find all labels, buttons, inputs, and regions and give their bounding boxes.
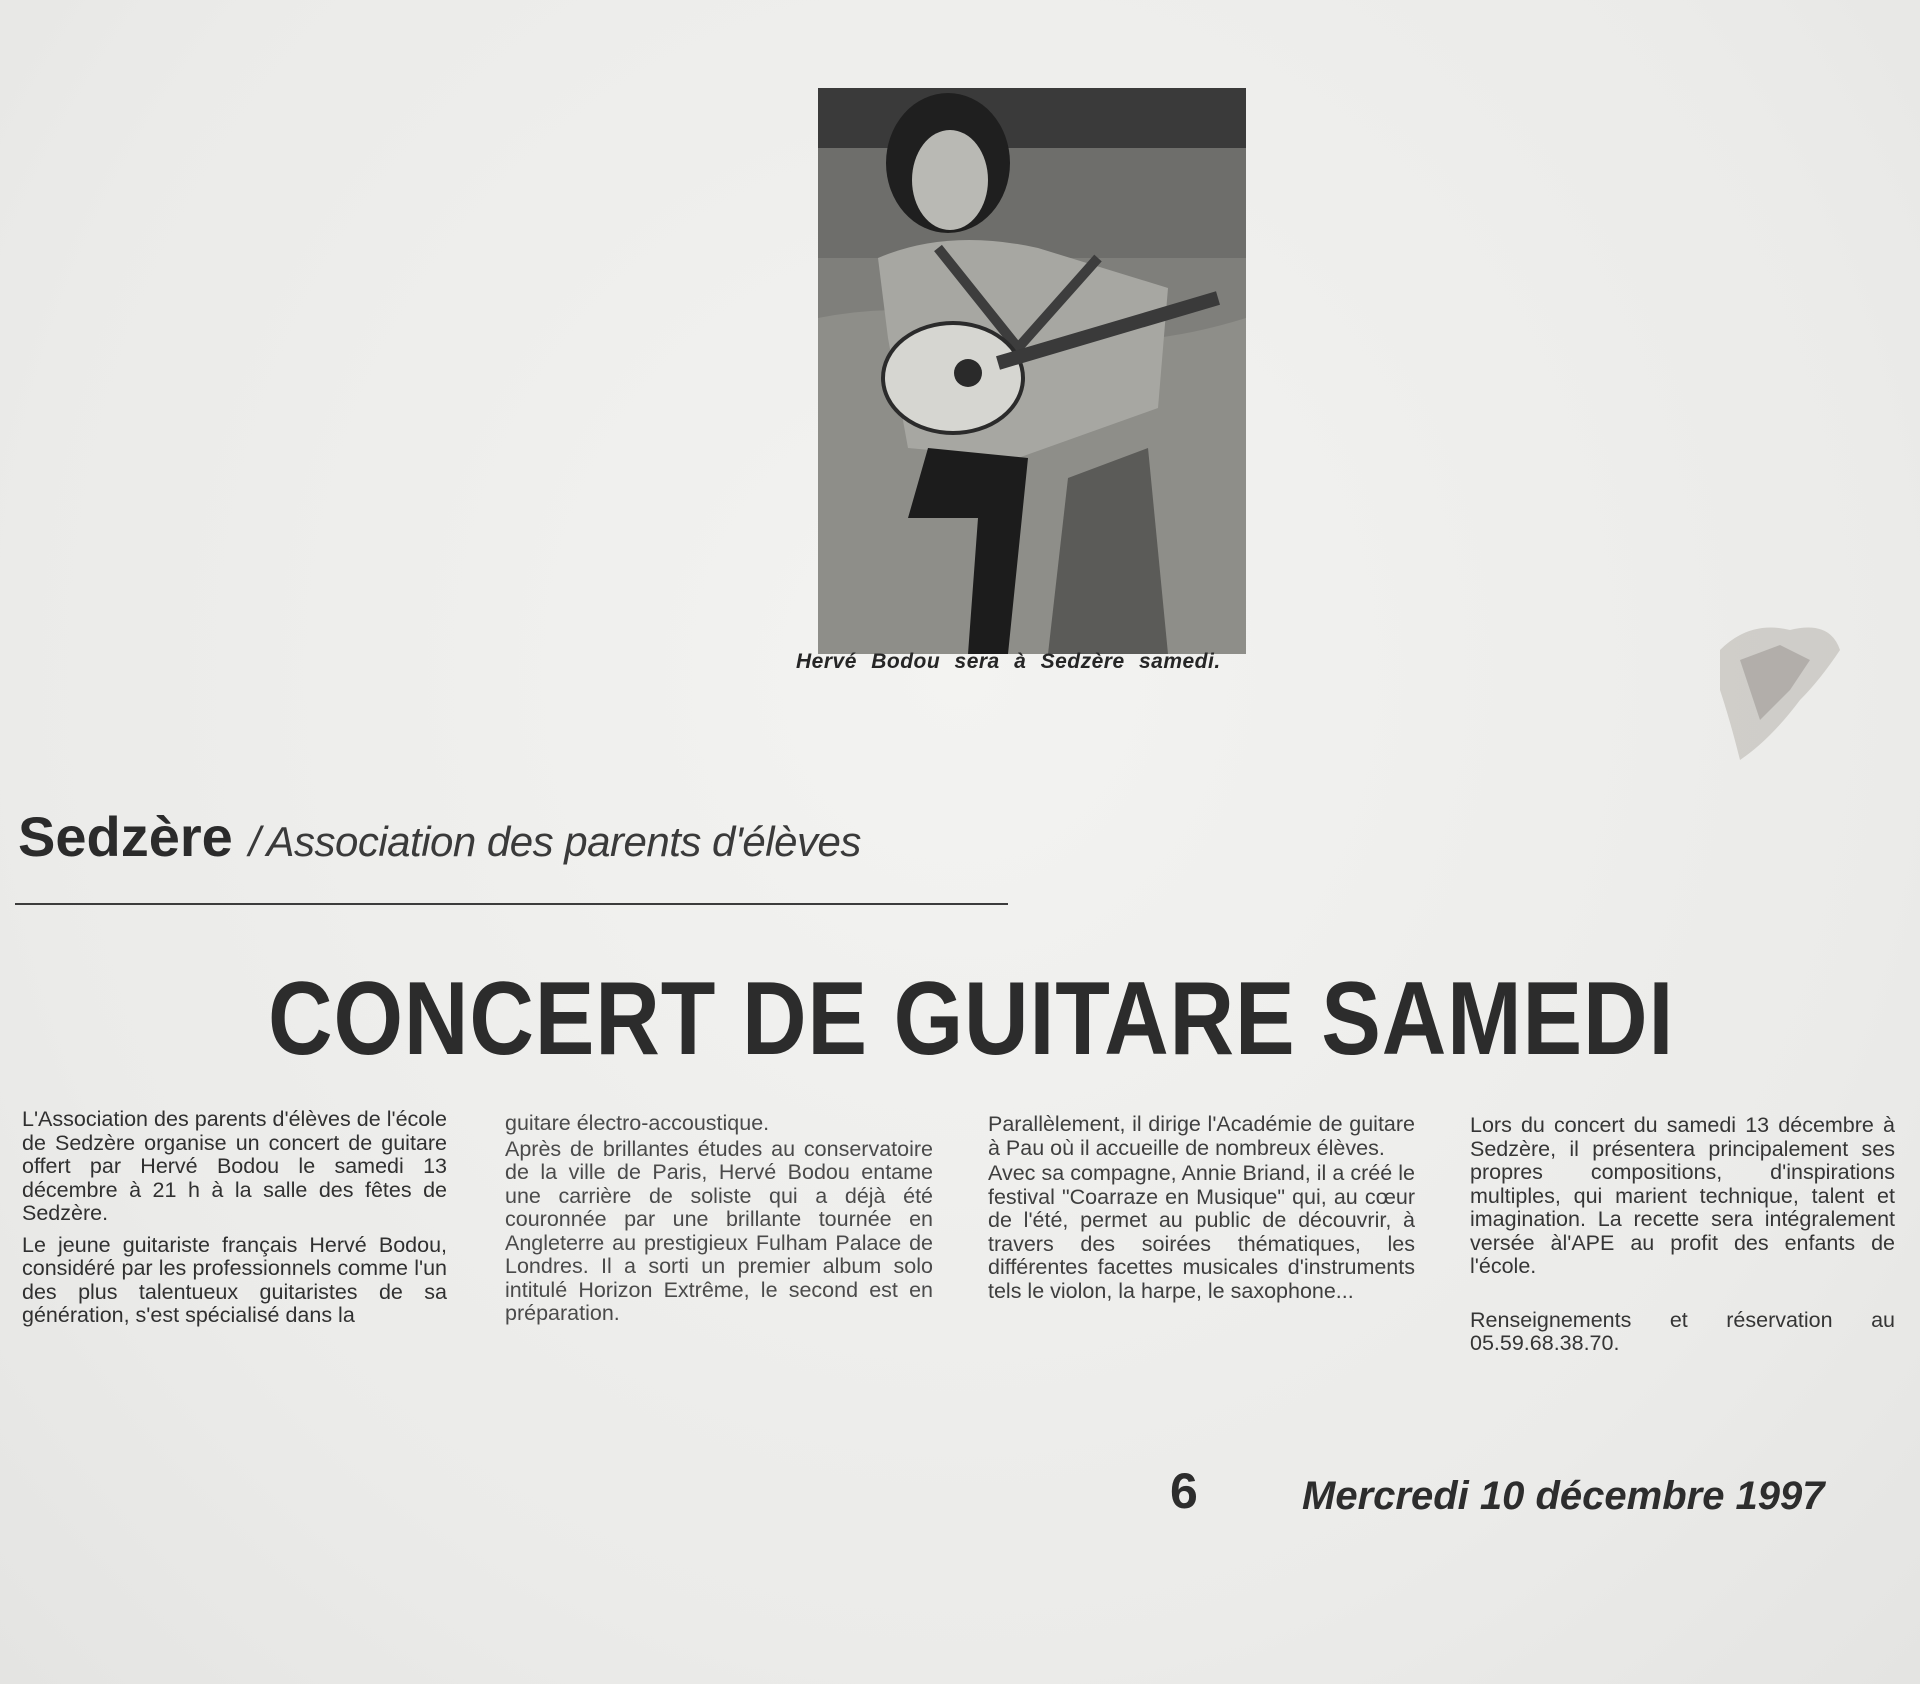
article-column-4 bbox=[1470, 1114, 1895, 1364]
paragraph: Avec sa compagne, Annie Briand, il a créé le festival "Coarraze en Musique" qui, au cœur de l'été, permet au public de découvrir, à travers des soirées thématiques, les différentes facettes musicales d'instruments tels le violon, la harpe, le saxophone... bbox=[988, 1161, 1415, 1303]
section-kicker bbox=[18, 804, 861, 869]
photo-caption: Hervé Bodou sera à Sedzère samedi. bbox=[796, 650, 1221, 673]
article-column-1 bbox=[22, 1108, 447, 1336]
page-number: 6 bbox=[1170, 1463, 1198, 1519]
article-column-2 bbox=[505, 1112, 933, 1334]
section-rule bbox=[15, 903, 1008, 905]
guitarist-photo bbox=[818, 88, 1246, 654]
headline: CONCERT DE GUITARE SAMEDI bbox=[268, 961, 1675, 1077]
paragraph: guitare électro-accoustique. bbox=[505, 1111, 770, 1135]
guitarist-photo-illustration bbox=[818, 88, 1246, 654]
article-column-3 bbox=[988, 1113, 1415, 1311]
section-place: Sedzère bbox=[18, 805, 233, 868]
contact-info: Renseignements et réservation au 05.59.68.38.70. bbox=[1470, 1307, 1895, 1355]
paper-stain bbox=[1700, 590, 1850, 770]
paragraph: Le jeune guitariste français Hervé Bodou, considéré par les professionnels comme l'un des plus talentueux guitaristes de sa génération, s'est spécialisé dans la bbox=[22, 1232, 447, 1327]
paragraph: Après de brillantes études au conservatoire de la ville de Paris, Hervé Bodou entame une carrière de soliste qui a déjà été couronnée par une brillante tournée en Angleterre au prestigieux Fulham Palace de Londres. Il a sorti un premier album solo intitulé Horizon Extrême, le second est en préparation. bbox=[505, 1136, 933, 1325]
paragraph: L'Association des parents d'élèves de l'école de Sedzère organise un concert de guitare offert par Hervé Bodou le samedi 13 décembre à 21 h à la salle des fêtes de Sedzère. bbox=[22, 1107, 447, 1225]
paragraph: Lors du concert du samedi 13 décembre à Sedzère, il présentera principalement ses propres compositions, d'inspirations multiples, qui marient technique, talent et imagination. La recette sera intégralement versée àl'APE au profit des enfants de l'école. bbox=[1470, 1113, 1895, 1278]
section-subtitle: Association des parents d'élèves bbox=[266, 818, 861, 865]
section-separator: / bbox=[248, 818, 261, 865]
publication-date: Mercredi 10 décembre 1997 bbox=[1302, 1474, 1825, 1518]
paragraph: Parallèlement, il dirige l'Académie de guitare à Pau où il accueille de nombreux élèves. bbox=[988, 1112, 1415, 1160]
